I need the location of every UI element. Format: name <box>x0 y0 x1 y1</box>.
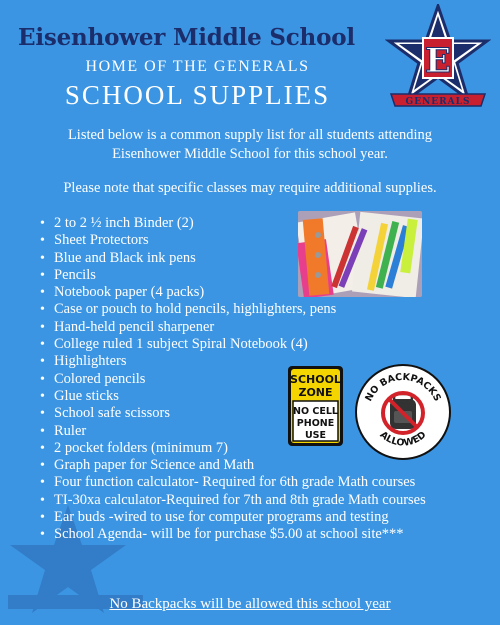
list-item: • School Agenda- will be for purchase $5.00 at school site*** <box>40 526 460 543</box>
list-item: • Highlighters <box>40 353 460 370</box>
list-item: • Notebook paper (4 packs) <box>40 284 460 301</box>
intro-line-1: Listed below is a common supply list for all students attending <box>67 127 433 143</box>
sign-line-phone: PHONE <box>296 418 335 429</box>
footer-notice: No Backpacks will be allowed this school year <box>109 596 391 612</box>
sign-bottom-text: ALLOWED <box>377 429 429 449</box>
no-backpacks-sign <box>354 363 452 461</box>
list-item: • Four function calculator- Required for 6th grade Math courses <box>40 474 460 491</box>
list-item: • Hand-held pencil sharpener <box>40 319 460 336</box>
intro-line-2: Eisenhower Middle School for this school year. <box>112 146 388 162</box>
list-item: • Graph paper for Science and Math <box>40 457 460 474</box>
list-item: • School safe scissors <box>40 405 460 422</box>
list-item: • Ear buds -wired to use for computer programs and testing <box>40 509 460 526</box>
list-item: • Pencils <box>40 267 460 284</box>
logo-letter: E <box>425 41 451 81</box>
additional-supplies-note: Please note that specific classes may require additional supplies. <box>63 180 437 196</box>
list-item: • TI-30xa calculator-Required for 7th and 8th grade Math courses <box>40 492 460 509</box>
school-name: Eisenhower Middle School <box>18 24 355 51</box>
intro-text <box>20 126 480 164</box>
list-item: • Sheet Protectors <box>40 232 460 249</box>
sign-line-zone: ZONE <box>298 386 333 399</box>
logo-banner-text: GENERALS <box>405 97 471 107</box>
list-item: • Glue sticks <box>40 388 460 405</box>
list-item: • Colored pencils <box>40 371 460 388</box>
star-logo-icon <box>385 4 491 108</box>
list-item: • Ruler <box>40 423 460 440</box>
list-item: • 2 to 2 ½ inch Binder (2) <box>40 215 460 232</box>
page-title: SCHOOL SUPPLIES <box>64 80 331 110</box>
sign-line-school: SCHOOL <box>290 373 341 386</box>
list-item: • Blue and Black ink pens <box>40 250 460 267</box>
list-item: • 2 pocket folders (minimum 7) <box>40 440 460 457</box>
supplies-photo <box>298 211 422 297</box>
school-zone-sign <box>287 365 344 447</box>
list-item: • Case or pouch to hold pencils, highlighters, pens <box>40 301 460 318</box>
sign-line-use: USE <box>304 430 327 441</box>
sign-top-text: NO BACKPACKS <box>363 371 443 404</box>
list-item: • College ruled 1 subject Spiral Notebook (4) <box>40 336 460 353</box>
school-motto: HOME OF THE GENERALS <box>85 58 310 75</box>
sign-line-no-cell: NO CELL <box>293 406 338 417</box>
